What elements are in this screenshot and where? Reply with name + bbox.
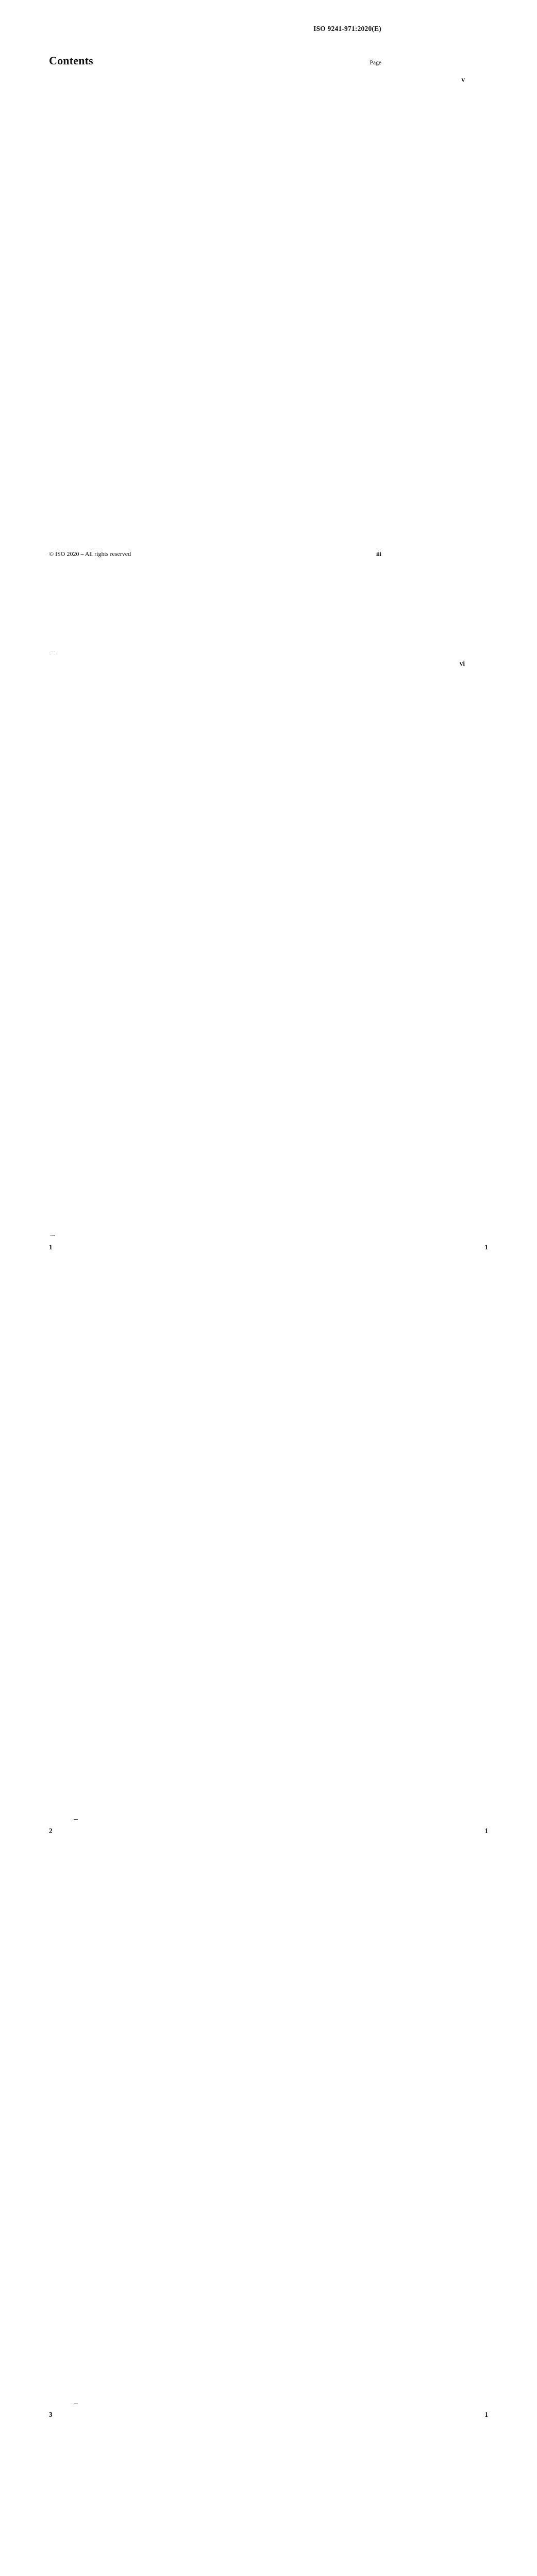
toc-entry (49, 659, 465, 1238)
toc-entry (49, 2411, 488, 2576)
contents-title: Contents (49, 54, 93, 67)
page-column-label: Page (370, 60, 381, 66)
toc-content (49, 54, 488, 2576)
dot-leader (74, 2411, 78, 2576)
page-footer (49, 550, 381, 558)
folio-page-number: iii (376, 550, 381, 557)
toc-entry-page: 1 (79, 1827, 488, 2405)
dot-leader (51, 76, 55, 652)
dot-leader (74, 1243, 78, 1820)
dot-leader (51, 659, 55, 1236)
dot-leader (74, 1827, 78, 2403)
toc-entry (49, 1243, 488, 1821)
copyright-notice: © ISO 2020 – All rights reserved (49, 550, 131, 557)
document-id-header: ISO 9241-971:2020(E) (313, 25, 381, 32)
toc-entry (49, 1827, 488, 2405)
toc-entry-number: 2 (49, 1827, 53, 1835)
toc-entry-number: 1 (49, 1243, 53, 1251)
toc-list (49, 76, 488, 2576)
toc-entry-page: vi (56, 659, 465, 1238)
toc-entry-page: v (56, 76, 465, 654)
toc-entry-number: 3 (49, 2411, 53, 2418)
toc-entry-page: 1 (79, 2411, 488, 2576)
toc-entry (49, 76, 465, 654)
toc-title-row (49, 54, 381, 67)
toc-entry-page: 1 (79, 1243, 488, 1821)
